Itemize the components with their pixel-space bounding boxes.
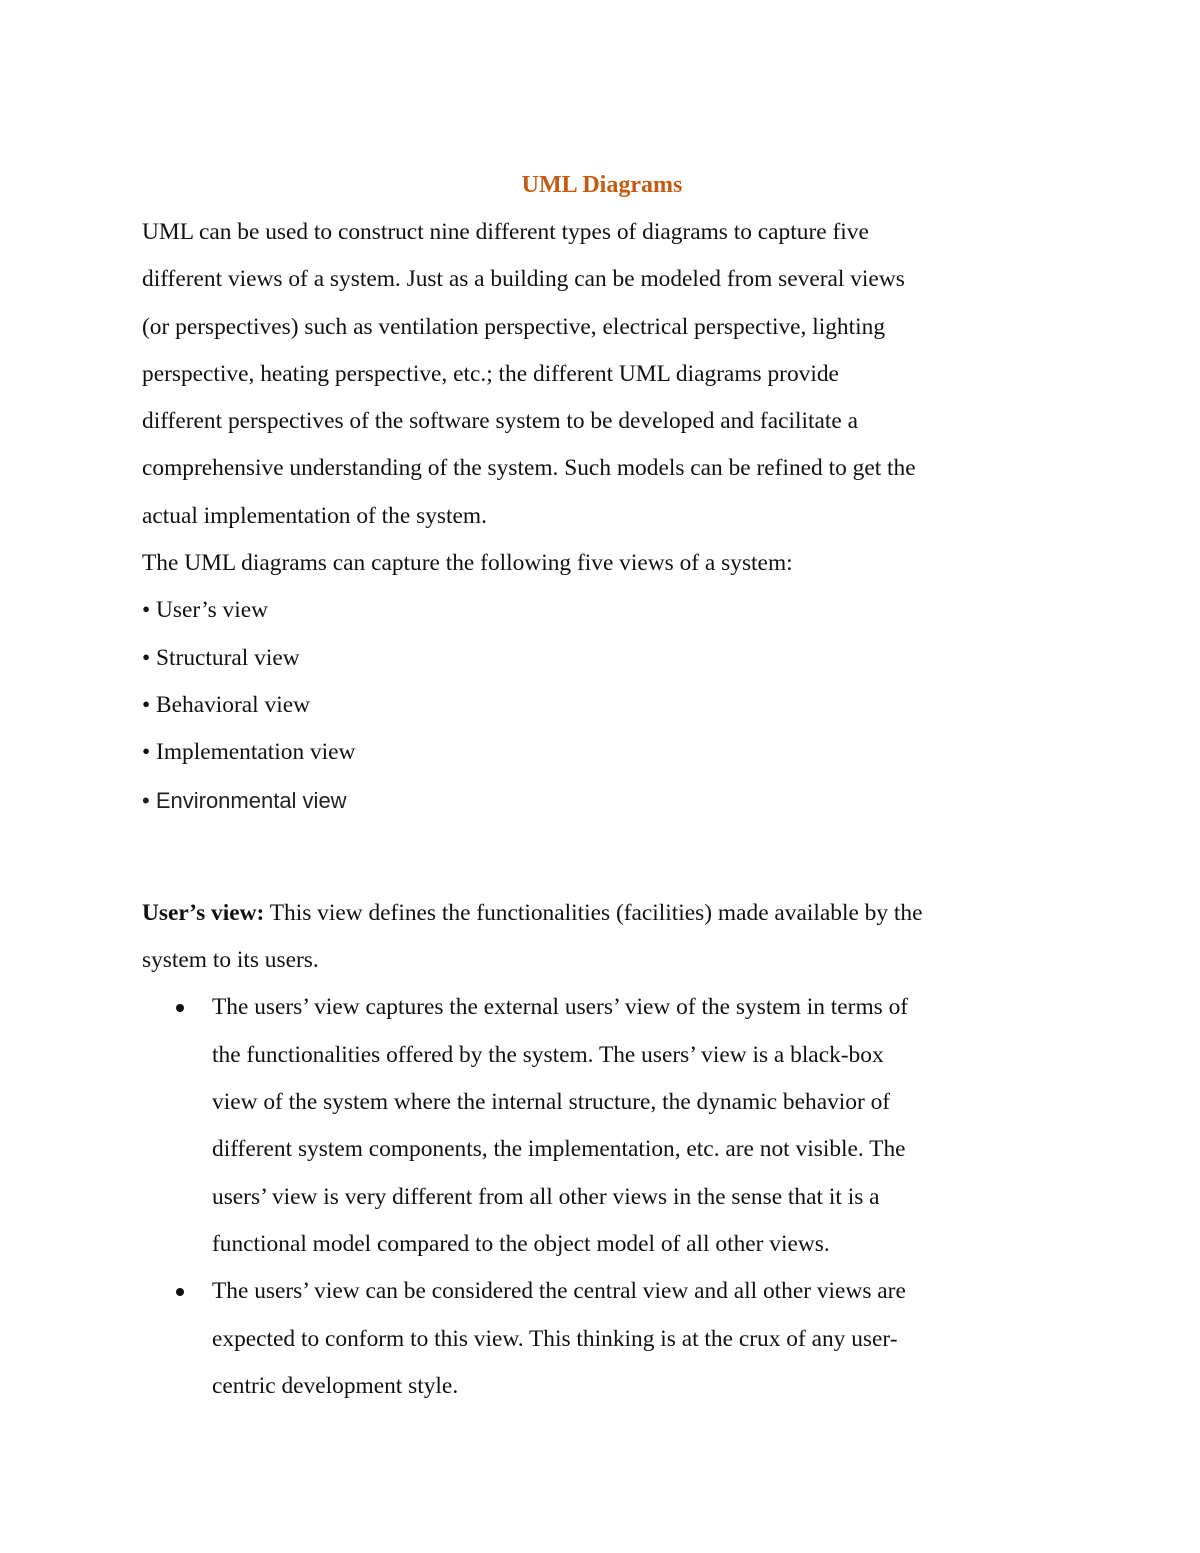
bullet-line [212, 984, 1062, 1031]
bullet-line: different system components, the implementation, etc. are not visible. The [212, 1136, 906, 1163]
document-content [142, 162, 1062, 1410]
intro-line: different perspectives of the software system to be developed and facilitate a [142, 408, 858, 435]
intro-line: (or perspectives) such as ventilation perspective, electrical perspective, lighting [142, 313, 886, 340]
bullet-item [212, 1268, 1062, 1410]
bullet-dot-icon [176, 1288, 184, 1296]
bullet-line [212, 1268, 1062, 1315]
views-list [142, 587, 1062, 823]
intro-line: actual implementation of the system. [142, 502, 487, 529]
intro-line: perspective, heating perspective, etc.; the different UML diagrams provide [142, 360, 839, 387]
bullet-line: functional model compared to the object model of all other views. [212, 1230, 830, 1257]
views-list-item: • Implementation view [142, 739, 356, 766]
intro-line: UML can be used to construct nine different types of diagrams to capture five [142, 219, 869, 245]
bullet-line: users’ view is very different from all other views in the sense that it is a [212, 1183, 880, 1210]
users-view-bullets [142, 984, 1062, 1410]
bullet-line-text: The users’ view captures the external users’ view of the system in terms of [212, 994, 909, 1021]
users-view-section [142, 890, 1062, 1410]
bullet-line: centric development style. [212, 1372, 459, 1399]
intro-line: comprehensive understanding of the system. Such models can be refined to get the [142, 455, 916, 482]
bullet-line: expected to conform to this view. This thinking is at the crux of any user- [212, 1325, 898, 1352]
users-view-definition-line: system to its users. [142, 947, 319, 974]
views-list-item: • Behavioral view [142, 691, 310, 718]
bullet-line: view of the system where the internal structure, the dynamic behavior of [212, 1089, 891, 1116]
bullet-item [212, 984, 1062, 1268]
users-view-label: User’s view: [142, 899, 265, 926]
views-list-item: • Structural view [142, 644, 300, 671]
views-list-item: • User’s view [142, 597, 268, 624]
section-spacer [142, 824, 1062, 890]
bullet-dot-icon [176, 1004, 184, 1012]
intro-paragraph [142, 209, 1062, 540]
bullet-line: the functionalities offered by the system. The users’ view is a black-box [212, 1041, 884, 1068]
views-intro: The UML diagrams can capture the following five views of a system: [142, 550, 793, 577]
users-view-definition [142, 890, 1062, 937]
views-list-item: • Environmental view [142, 787, 347, 813]
page-title: UML Diagrams [521, 172, 683, 198]
bullet-line-text: The users’ view can be considered the central view and all other views are [212, 1278, 906, 1305]
users-view-definition-text: This view defines the functionalities (facilities) made available by the [264, 899, 923, 926]
intro-line: different views of a system. Just as a building can be modeled from several views [142, 266, 905, 293]
